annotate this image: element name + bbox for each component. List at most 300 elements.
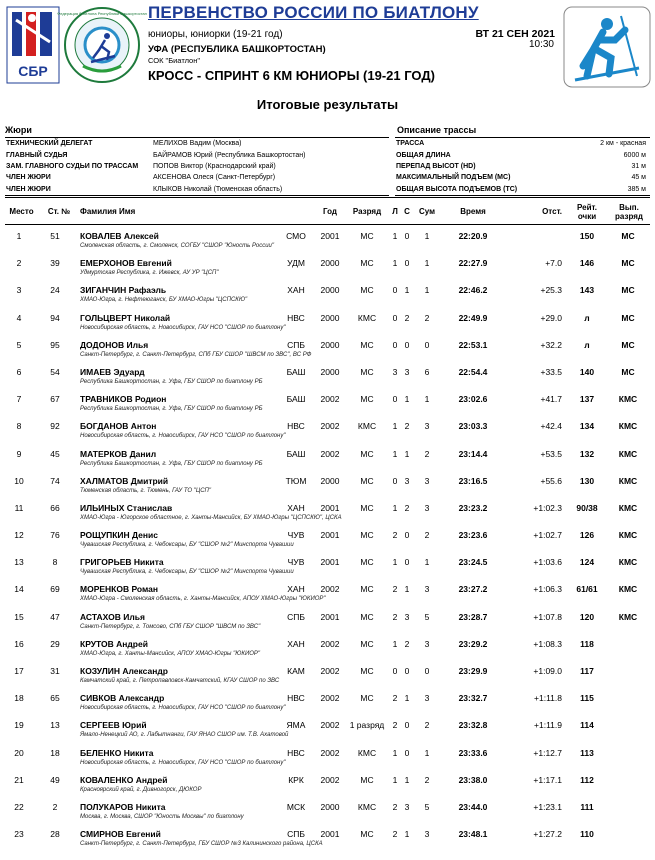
rank-cell: 21 <box>14 774 24 785</box>
athlete-club: Чувашская Республика, г. Чебоксары, БУ "СШОР №2" Минспорта Чувашии <box>80 569 294 576</box>
athlete-name: МОРЕНКОВ Роман <box>80 584 159 595</box>
prone-misses: 0 <box>392 339 398 350</box>
rating-points: 111 <box>580 801 594 812</box>
event-series-title: ПЕРВЕНСТВО РОССИИ ПО БИАТЛОНУ <box>148 3 479 22</box>
standing-misses: 0 <box>404 258 410 269</box>
table-row <box>0 525 655 552</box>
birth-year: 2001 <box>320 231 340 241</box>
table-row <box>0 471 655 498</box>
result-time: 23:44.0 <box>458 801 488 812</box>
bib-cell: 28 <box>50 829 60 840</box>
result-time: 23:02.6 <box>458 394 488 405</box>
birth-year: 2002 <box>320 693 340 704</box>
achieved-category: МС <box>621 231 635 241</box>
time-gap: +1:08.3 <box>533 638 562 649</box>
standing-misses: 1 <box>404 448 410 459</box>
total-misses: 1 <box>424 285 430 296</box>
col-gap: Отст. <box>542 207 562 216</box>
result-time: 23:16.5 <box>458 475 488 486</box>
race-title: КРОСС - СПРИНТ 6 КМ ЮНИОРЫ (19-21 ГОД) <box>148 68 435 83</box>
prone-misses: 0 <box>392 285 398 296</box>
bib-cell: 29 <box>50 638 60 649</box>
birth-year: 2001 <box>320 829 340 840</box>
athlete-club: Камчатский край, г. Петропавловск-Камчатский, КГАУ СШОР по ЗВС <box>80 678 280 684</box>
achieved-category: КМС <box>618 475 638 486</box>
athlete-club: Республика Башкортостан, г. Уфа, ГБУ СШОР по биатлону РБ <box>80 378 263 385</box>
prone-misses: 1 <box>392 747 398 758</box>
bib-cell: 8 <box>52 557 58 568</box>
region-code: НВС <box>287 421 305 432</box>
col-name: Фамилия Имя <box>80 207 136 216</box>
achieved-category: КМС <box>618 557 638 568</box>
course-row <box>395 172 650 183</box>
bib-cell: 13 <box>50 720 60 731</box>
athlete-club: ХМАО-Югра, г. Нефтеюганск, БУ ХМАО-Югры "ЦСПСКЮ" <box>80 297 248 304</box>
category-cell: МС <box>360 693 374 704</box>
standing-misses: 1 <box>404 774 410 785</box>
prone-misses: 2 <box>392 693 398 704</box>
time-gap: +25.3 <box>540 285 562 296</box>
col-s: С <box>404 207 410 216</box>
event-date: ВТ 21 СЕН 2021 <box>475 28 555 40</box>
total-misses: 3 <box>424 421 430 432</box>
region-code: ЧУВ <box>287 557 305 568</box>
athlete-name: КРУТОВ Андрей <box>80 638 148 649</box>
result-time: 22:54.4 <box>458 366 488 377</box>
total-misses: 5 <box>424 611 430 622</box>
federation-logo-text: Федерация биатлона Республики Башкортостан <box>57 11 147 16</box>
birth-year: 2002 <box>320 747 340 758</box>
time-gap: +1:17.1 <box>533 774 562 785</box>
rating-points: 112 <box>580 774 594 785</box>
achieved-category: КМС <box>618 394 638 405</box>
time-gap: +1:11.8 <box>534 693 562 704</box>
standing-misses: 3 <box>404 801 410 812</box>
rank-cell: 22 <box>14 801 24 812</box>
jury-role: ГЛАВНЫЙ СУДЬЯ <box>6 151 68 159</box>
course-value: 45 м <box>631 174 646 182</box>
rank-cell: 1 <box>16 231 22 241</box>
total-misses: 1 <box>424 557 430 568</box>
athlete-club: Республика Башкортостан, г. Уфа, ГБУ СШОР по биатлону РБ <box>80 406 263 413</box>
athlete-club: Новосибирская область, г. Новосибирск, ГАУ НСО "СШОР по биатлону" <box>80 324 286 331</box>
region-code: БАШ <box>286 394 306 405</box>
athlete-club: Смоленская область, г. Смоленск, СОГБУ "СШОР "Юность России" <box>80 243 275 249</box>
rating-points: 110 <box>580 829 594 840</box>
category-cell: МС <box>360 638 374 649</box>
table-row <box>0 253 655 280</box>
jury-person: БАЙРАМОВ Юрий (Республика Башкортостан) <box>153 151 306 159</box>
time-gap: +33.5 <box>540 366 562 377</box>
category-cell: МС <box>360 475 374 486</box>
bib-cell: 31 <box>50 666 60 676</box>
time-gap: +42.4 <box>540 421 562 432</box>
course-key: ПЕРЕПАД ВЫСОТ (HD) <box>396 162 476 170</box>
federation-logo <box>57 6 147 84</box>
rank-cell: 15 <box>14 611 24 622</box>
birth-year: 2000 <box>320 801 340 812</box>
region-code: КАМ <box>287 666 305 676</box>
result-time: 23:48.1 <box>458 829 488 840</box>
rank-cell: 18 <box>14 693 24 704</box>
region-code: СПБ <box>287 611 305 622</box>
standing-misses: 0 <box>404 666 410 676</box>
time-gap: +53.5 <box>540 448 562 459</box>
birth-year: 2002 <box>320 720 340 731</box>
bib-cell: 95 <box>50 339 60 350</box>
table-row <box>0 362 655 389</box>
athlete-name: КОВАЛЕНКО Андрей <box>80 774 168 785</box>
prone-misses: 1 <box>392 557 398 568</box>
standing-misses: 1 <box>404 829 410 840</box>
rating-points: л <box>584 339 590 350</box>
event-place: УФА (РЕСПУБЛИКА БАШКОРТОСТАН) <box>148 44 326 55</box>
result-time: 23:29.2 <box>458 638 488 649</box>
achieved-category: МС <box>621 339 635 350</box>
total-misses: 3 <box>424 584 430 595</box>
rating-points: 140 <box>579 366 595 377</box>
region-code: СПБ <box>287 339 305 350</box>
athlete-name: РОЩУПКИН Денис <box>80 530 158 541</box>
table-row <box>0 226 655 253</box>
category-cell: МС <box>360 448 374 459</box>
achieved-category: КМС <box>618 611 638 622</box>
course-table <box>395 137 650 196</box>
standing-misses: 0 <box>404 231 410 241</box>
athlete-name: КОВАЛЕВ Алексей <box>80 231 159 241</box>
course-value: 385 м <box>627 185 646 193</box>
birth-year: 2000 <box>320 312 340 323</box>
total-misses: 2 <box>424 530 430 541</box>
total-misses: 3 <box>424 502 430 513</box>
athlete-name: БЕЛЕНКО Никита <box>80 747 154 758</box>
category-cell: МС <box>360 666 374 676</box>
result-time: 22:49.9 <box>458 312 488 323</box>
rank-cell: 5 <box>16 339 22 350</box>
bib-cell: 45 <box>50 448 60 459</box>
category-cell: МС <box>360 366 374 377</box>
course-key: ОБЩАЯ ДЛИНА <box>396 151 451 159</box>
total-misses: 2 <box>424 312 430 323</box>
prone-misses: 0 <box>392 666 398 676</box>
bib-cell: 39 <box>50 258 60 269</box>
athlete-club: Удмуртская Республика, г. Ижевск, АУ УР "ЦСП" <box>80 270 219 277</box>
birth-year: 2002 <box>320 584 340 595</box>
time-gap: +1:06.3 <box>533 584 562 595</box>
rating-points: 124 <box>579 557 595 568</box>
category-cell: КМС <box>357 312 377 323</box>
region-code: НВС <box>287 693 305 704</box>
total-misses: 3 <box>424 475 430 486</box>
jury-role: ТЕХНИЧЕСКИЙ ДЕЛЕГАТ <box>6 140 93 148</box>
jury-role: ЧЛЕН ЖЮРИ <box>6 185 51 193</box>
prone-misses: 0 <box>392 312 398 323</box>
category-cell: МС <box>360 584 374 595</box>
bib-cell: 2 <box>52 801 58 812</box>
table-row <box>0 661 655 688</box>
category-cell: КМС <box>357 421 377 432</box>
rating-points: 117 <box>580 666 594 676</box>
age-group: юниоры, юниорки (19-21 год) <box>148 29 283 40</box>
achieved-category: КМС <box>618 448 638 459</box>
time-gap: +41.7 <box>540 394 562 405</box>
result-time: 23:38.0 <box>458 774 488 785</box>
athlete-name: СМИРНОВ Евгений <box>80 829 161 840</box>
athlete-club: ХМАО-Югра - Югорское областное, г. Ханты-Мансийск, БУ ХМАО-Югры "ЦСПСКЮ", ЦСКА <box>80 514 342 521</box>
achieved-category: КМС <box>618 502 638 513</box>
table-row <box>0 770 655 797</box>
rating-points: 134 <box>579 421 595 432</box>
rank-cell: 4 <box>16 312 22 323</box>
course-row <box>395 149 650 160</box>
standing-misses: 0 <box>404 720 410 731</box>
jury-person: ПОПОВ Виктор (Краснодарский край) <box>153 162 276 170</box>
rank-cell: 9 <box>16 448 22 459</box>
rank-cell: 11 <box>14 502 24 513</box>
birth-year: 2002 <box>320 394 340 405</box>
total-misses: 2 <box>424 448 430 459</box>
standing-misses: 0 <box>404 530 410 541</box>
athlete-name: МАТЕРКОВ Данил <box>80 448 157 459</box>
table-row <box>0 715 655 742</box>
total-misses: 6 <box>424 366 430 377</box>
table-row <box>0 498 655 525</box>
results-list <box>0 226 655 851</box>
bib-cell: 49 <box>50 774 60 785</box>
time-gap: +1:03.6 <box>533 557 562 568</box>
region-code: ХАН <box>287 502 305 513</box>
result-time: 23:23.2 <box>458 502 488 513</box>
course-key: ТРАССА <box>396 140 425 148</box>
birth-year: 2001 <box>320 557 340 568</box>
col-sum: Сум <box>418 207 436 216</box>
standing-misses: 1 <box>404 584 410 595</box>
athlete-name: ИМАЕВ Эдуард <box>80 366 145 377</box>
bib-cell: 69 <box>50 584 60 595</box>
result-time: 22:27.9 <box>458 258 488 269</box>
category-cell: МС <box>360 231 374 241</box>
col-bib: Ст. № <box>47 207 71 216</box>
jury-role: ЗАМ. ГЛАВНОГО СУДЬИ ПО ТРАССАМ <box>6 162 139 170</box>
athlete-name: БОГДАНОВ Антон <box>80 421 157 432</box>
athlete-name: СЕРГЕЕВ Юрий <box>80 720 147 731</box>
category-cell: МС <box>360 557 374 568</box>
athlete-club: ХМАО-Югра - Смоленская область, г. Ханты-Мансийск, АПОУ ХМАО-Югры "ЮКИОР" <box>80 596 326 603</box>
region-code: ЧУВ <box>287 530 305 541</box>
result-time: 23:29.9 <box>458 666 488 676</box>
rank-cell: 3 <box>16 285 22 296</box>
table-row <box>0 797 655 824</box>
course-label: Описание трассы <box>397 125 477 135</box>
time-gap: +1:12.7 <box>533 747 562 758</box>
course-row <box>395 184 650 195</box>
athlete-name: ХАЛМАТОВ Дмитрий <box>80 475 169 486</box>
table-row <box>0 743 655 770</box>
total-misses: 1 <box>424 394 430 405</box>
bib-cell: 65 <box>50 693 60 704</box>
jury-row <box>5 184 389 195</box>
standing-misses: 3 <box>404 366 410 377</box>
prone-misses: 1 <box>392 502 398 513</box>
athlete-club: ХМАО-Югра, г. Ханты-Мансийск, АПОУ ХМАО-Югры "ЮКИОР" <box>80 650 261 657</box>
time-gap: +7.0 <box>545 258 562 269</box>
achieved-category: КМС <box>618 421 638 432</box>
results-header <box>5 197 650 225</box>
rating-points: 114 <box>580 720 594 731</box>
jury-role: ЧЛЕН ЖЮРИ <box>6 174 51 182</box>
total-misses: 1 <box>424 747 430 758</box>
bib-cell: 18 <box>50 747 60 758</box>
athlete-name: ТРАВНИКОВ Родион <box>80 394 167 405</box>
category-cell: МС <box>360 611 374 622</box>
birth-year: 2000 <box>320 285 340 296</box>
athlete-club: Новосибирская область, г. Новосибирск, ГАУ НСО "СШОР по биатлону" <box>80 433 286 440</box>
total-misses: 1 <box>424 231 430 241</box>
birth-year: 2002 <box>320 774 340 785</box>
birth-year: 2002 <box>320 638 340 649</box>
achieved-category: МС <box>621 312 635 323</box>
total-misses: 1 <box>424 258 430 269</box>
category-cell: МС <box>360 339 374 350</box>
bib-cell: 24 <box>50 285 60 296</box>
prone-misses: 0 <box>392 394 398 405</box>
athlete-name: АСТАХОВ Илья <box>80 611 145 622</box>
table-row <box>0 335 655 362</box>
birth-year: 2000 <box>320 366 340 377</box>
standing-misses: 2 <box>404 638 410 649</box>
category-cell: МС <box>360 394 374 405</box>
prone-misses: 2 <box>392 611 398 622</box>
jury-person: КЛЫКОВ Николай (Тюменская область) <box>153 185 283 193</box>
athlete-name: ИЛЬИНЫХ Станислав <box>80 502 173 513</box>
rank-cell: 12 <box>14 530 24 541</box>
jury-label: Жюри <box>5 125 32 135</box>
athlete-name: ДОДОНОВ Илья <box>80 339 149 350</box>
result-time: 23:32.8 <box>458 720 488 731</box>
table-row <box>0 552 655 579</box>
rank-cell: 6 <box>16 366 22 377</box>
athlete-club: Красноярский край, г. Дивногорск, ДЮКОР <box>80 786 202 793</box>
region-code: МСК <box>286 801 306 812</box>
standing-misses: 0 <box>404 747 410 758</box>
athlete-name: ЗИГАНЧИН Рафаэль <box>80 285 167 296</box>
result-time: 23:32.7 <box>458 693 488 704</box>
athlete-club: Ямало-Ненецкий АО, г. Лабытнанги, ГАУ ЯНАО СШОР им. Т.В. Ахатовой <box>80 732 289 739</box>
rating-points: 143 <box>579 285 595 296</box>
achieved-category: КМС <box>618 584 638 595</box>
category-cell: 1 разряд <box>349 720 385 731</box>
prone-misses: 2 <box>392 801 398 812</box>
jury-person: АКСЕНОВА Олеся (Санкт-Петербург) <box>153 174 276 182</box>
standing-misses: 0 <box>404 557 410 568</box>
table-row <box>0 444 655 471</box>
biathlete-logo <box>563 6 651 88</box>
total-misses: 5 <box>424 801 430 812</box>
standing-misses: 2 <box>404 312 410 323</box>
total-misses: 0 <box>424 339 430 350</box>
time-gap: +32.2 <box>540 339 562 350</box>
athlete-name: СИВКОВ Александр <box>80 693 165 704</box>
result-time: 23:27.2 <box>458 584 488 595</box>
jury-row <box>5 138 389 149</box>
athlete-club: Санкт-Петербург, г. Санкт-Петербург, ГБУ СШОР №3 Калининского района, ЦСКА <box>80 841 323 848</box>
course-value: 2 км - красная <box>600 140 646 148</box>
category-cell: КМС <box>357 801 377 812</box>
standing-misses: 1 <box>404 693 410 704</box>
birth-year: 2001 <box>320 502 340 513</box>
table-row <box>0 389 655 416</box>
region-code: КРК <box>288 774 304 785</box>
rank-cell: 20 <box>14 747 24 758</box>
athlete-name: КОЗУЛИН Александр <box>80 666 168 676</box>
standing-misses: 1 <box>404 394 410 405</box>
table-row <box>0 416 655 443</box>
rating-points: 150 <box>579 231 595 241</box>
rank-cell: 13 <box>14 557 24 568</box>
time-gap: +1:23.1 <box>533 801 562 812</box>
course-value: 31 м <box>631 162 646 170</box>
rating-points: 130 <box>579 475 595 486</box>
rating-points: 118 <box>580 638 594 649</box>
time-gap: +1:27.2 <box>533 829 562 840</box>
time-gap: +1:02.7 <box>533 530 562 541</box>
athlete-name: ГОЛЬЦВЕРТ Николай <box>80 312 171 323</box>
prone-misses: 1 <box>392 448 398 459</box>
result-time: 23:14.4 <box>458 448 488 459</box>
region-code: СПБ <box>287 829 305 840</box>
prone-misses: 2 <box>392 829 398 840</box>
category-cell: МС <box>360 829 374 840</box>
col-done: Вып. разряд <box>615 202 643 221</box>
athlete-club: Новосибирская область, г. Новосибирск, ГАУ НСО "СШОР по биатлону" <box>80 759 286 766</box>
birth-year: 2001 <box>320 611 340 622</box>
table-row <box>0 308 655 335</box>
result-time: 22:53.1 <box>458 339 488 350</box>
standing-misses: 0 <box>404 339 410 350</box>
achieved-category: КМС <box>618 530 638 541</box>
jury-row <box>5 149 389 160</box>
event-venue: СОК "Биатлон" <box>148 56 201 65</box>
prone-misses: 0 <box>392 475 398 486</box>
time-gap: +1:07.8 <box>533 611 562 622</box>
rank-cell: 8 <box>16 421 22 432</box>
table-row <box>0 688 655 715</box>
birth-year: 2002 <box>320 666 340 676</box>
time-gap: +1:02.3 <box>533 502 562 513</box>
region-code: БАШ <box>286 366 306 377</box>
rank-cell: 19 <box>14 720 24 731</box>
table-row <box>0 280 655 307</box>
birth-year: 2001 <box>320 530 340 541</box>
total-misses: 2 <box>424 720 430 731</box>
table-row <box>0 607 655 634</box>
course-key: ОБЩАЯ ВЫСОТА ПОДЪЕМОВ (TC) <box>396 185 518 193</box>
birth-year: 2000 <box>320 475 340 486</box>
category-cell: МС <box>360 530 374 541</box>
athlete-club: Санкт-Петербург, г. Санкт-Петербург, СПб ГБУ СШОР "ШВСМ по ЗВС", ВС РФ <box>80 351 312 358</box>
achieved-category: МС <box>621 366 635 377</box>
rating-points: 137 <box>579 394 595 405</box>
result-time: 23:33.6 <box>458 747 488 758</box>
standing-misses: 3 <box>404 475 410 486</box>
birth-year: 2000 <box>320 339 340 350</box>
rating-points: 126 <box>579 530 595 541</box>
category-cell: МС <box>360 258 374 269</box>
prone-misses: 1 <box>392 231 398 241</box>
birth-year: 2002 <box>320 448 340 459</box>
total-misses: 3 <box>424 638 430 649</box>
region-code: ХАН <box>287 584 305 595</box>
